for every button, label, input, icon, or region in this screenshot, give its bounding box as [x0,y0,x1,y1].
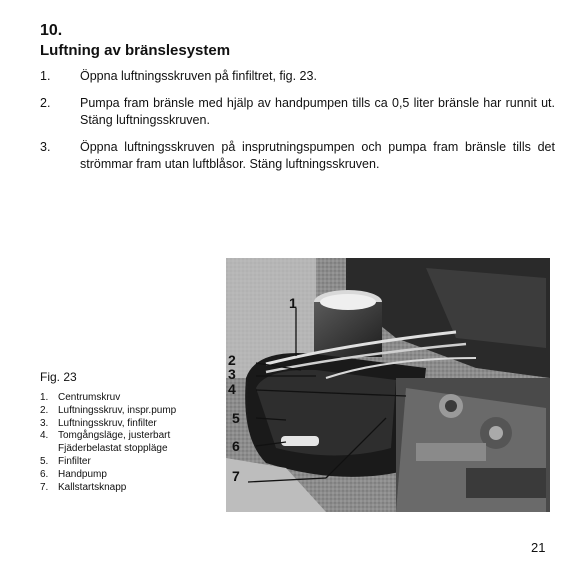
callout-5: 5 [232,410,240,426]
step-text: Pumpa fram bränsle med hjälp av handpumpen tills ca 0,5 liter bränsle har runnit ut. Stäng luftningsskruven. [80,96,555,127]
section-title: Luftning av bränslesystem [40,42,231,59]
legend-text: Finfilter [58,455,91,467]
legend-number: 6. [40,468,49,480]
legend-item [40,418,230,431]
step-item [40,95,555,129]
legend-item [40,482,230,495]
legend-text: Tomgångsläge, justerbart Fjäderbelastat stoppläge [58,430,171,455]
page-number: 21 [531,540,546,555]
instruction-steps [40,68,555,183]
legend-text: Luftningsskruv, finfilter [58,417,157,429]
engine-photo-drawing [226,258,550,512]
step-number: 1. [40,69,51,83]
callout-3: 3 [228,366,236,382]
figure-legend [40,392,230,494]
callout-1: 1 [289,295,297,311]
legend-item [40,405,230,418]
legend-item [40,392,230,405]
engine-photo [226,258,550,512]
step-text: Öppna luftningsskruven på insprutningspumpen och pumpa fram bränsle tills det strömmar fram utan luftblåsor. Stäng luftningsskruven. [80,140,555,171]
callout-2: 2 [228,352,236,368]
step-item [40,68,555,85]
figure-caption: Fig. 23 [40,370,77,384]
step-number: 3. [40,140,51,154]
callout-4: 4 [228,381,236,397]
legend-text: Kallstartsknapp [58,481,127,493]
step-item [40,139,555,173]
legend-number: 3. [40,417,49,429]
legend-item [40,456,230,469]
section-number: 10. [40,22,63,39]
callout-7: 7 [232,468,240,484]
legend-number: 5. [40,455,49,467]
legend-number: 4. [40,430,49,442]
step-text: Öppna luftningsskruven på finfiltret, fig. 23. [80,69,317,83]
legend-text: Luftningsskruv, inspr.pump [58,404,177,416]
legend-text: Centrumskruv [58,392,121,403]
legend-item [40,469,230,482]
callout-6: 6 [232,438,240,454]
legend-number: 2. [40,404,49,416]
legend-number: 7. [40,481,49,493]
step-number: 2. [40,96,51,110]
legend-item [40,430,230,456]
legend-text: Handpump [58,468,107,480]
legend-number: 1. [40,392,49,403]
